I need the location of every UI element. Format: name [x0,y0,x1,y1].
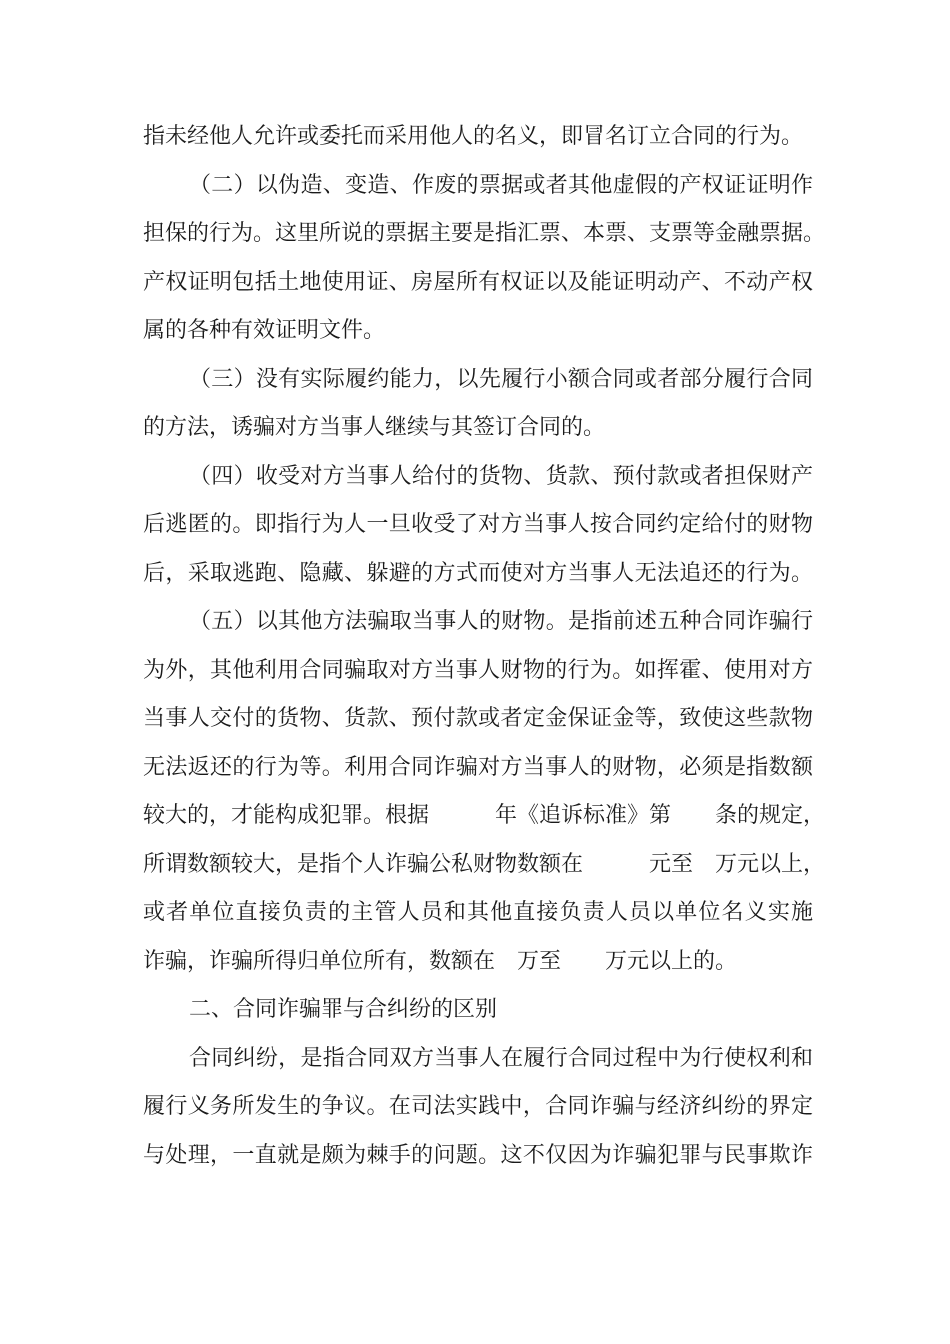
text-line: 后逃匿的。即指行为人一旦收受了对方当事人按合同约定给付的财物 [143,512,813,537]
text-line: 所谓数额较大，是指个人诈骗公私财物数额在 元至 万元以上， [143,851,826,877]
text-line: 指未经他人允许或委托而采用他人的名义，即冒名订立合同的行为。 [143,124,804,149]
text-line: 后，采取逃跑、隐藏、躲避的方式而使对方当事人无法追还的行为。 [143,560,813,586]
text-line: 的方法，诱骗对方当事人继续与其签订合同的。 [143,415,606,440]
text-line: （五）以其他方法骗取当事人的财物。是指前述五种合同诈骗行 [189,609,813,634]
text-line: 与处理，一直就是颇为棘手的问题。这不仅因为诈骗犯罪与民事欺诈 [143,1142,813,1168]
text-line: 担保的行为。这里所说的票据主要是指汇票、本票、支票等金融票据。 [143,221,826,246]
text-line: 履行义务所发生的争议。在司法实践中，合同诈骗与经济纠纷的界定 [143,1094,813,1119]
text-line: 诈骗，诈骗所得归单位所有，数额在 万至 万元以上的。 [143,948,738,974]
text-line: （二）以伪造、变造、作废的票据或者其他虚假的产权证证明作 [189,172,813,198]
section-heading: 二、合同诈骗罪与合纠纷的区别 [189,997,498,1022]
text-line: 产权证明包括土地使用证、房屋所有权证以及能证明动产、不动产权 [143,269,813,295]
text-line: （三）没有实际履约能力，以先履行小额合同或者部分履行合同 [189,366,813,392]
text-line: （四）收受对方当事人给付的货物、货款、预付款或者担保财产 [189,463,813,489]
text-line: 当事人交付的货物、货款、预付款或者定金保证金等，致使这些款物 [143,706,813,731]
text-line: 较大的，才能构成犯罪。根据 年《追诉标准》第 条的规定， [143,803,826,828]
text-line: 或者单位直接负责的主管人员和其他直接负责人员以单位名义实施 [143,900,813,925]
text-line: 属的各种有效证明文件。 [143,318,386,343]
text-line: 合同纠纷，是指合同双方当事人在履行合同过程中为行使权利和 [189,1045,813,1071]
text-line: 无法返还的行为等。利用合同诈骗对方当事人的财物，必须是指数额 [143,754,813,780]
text-line: 为外，其他利用合同骗取对方当事人财物的行为。如挥霍、使用对方 [143,657,813,683]
